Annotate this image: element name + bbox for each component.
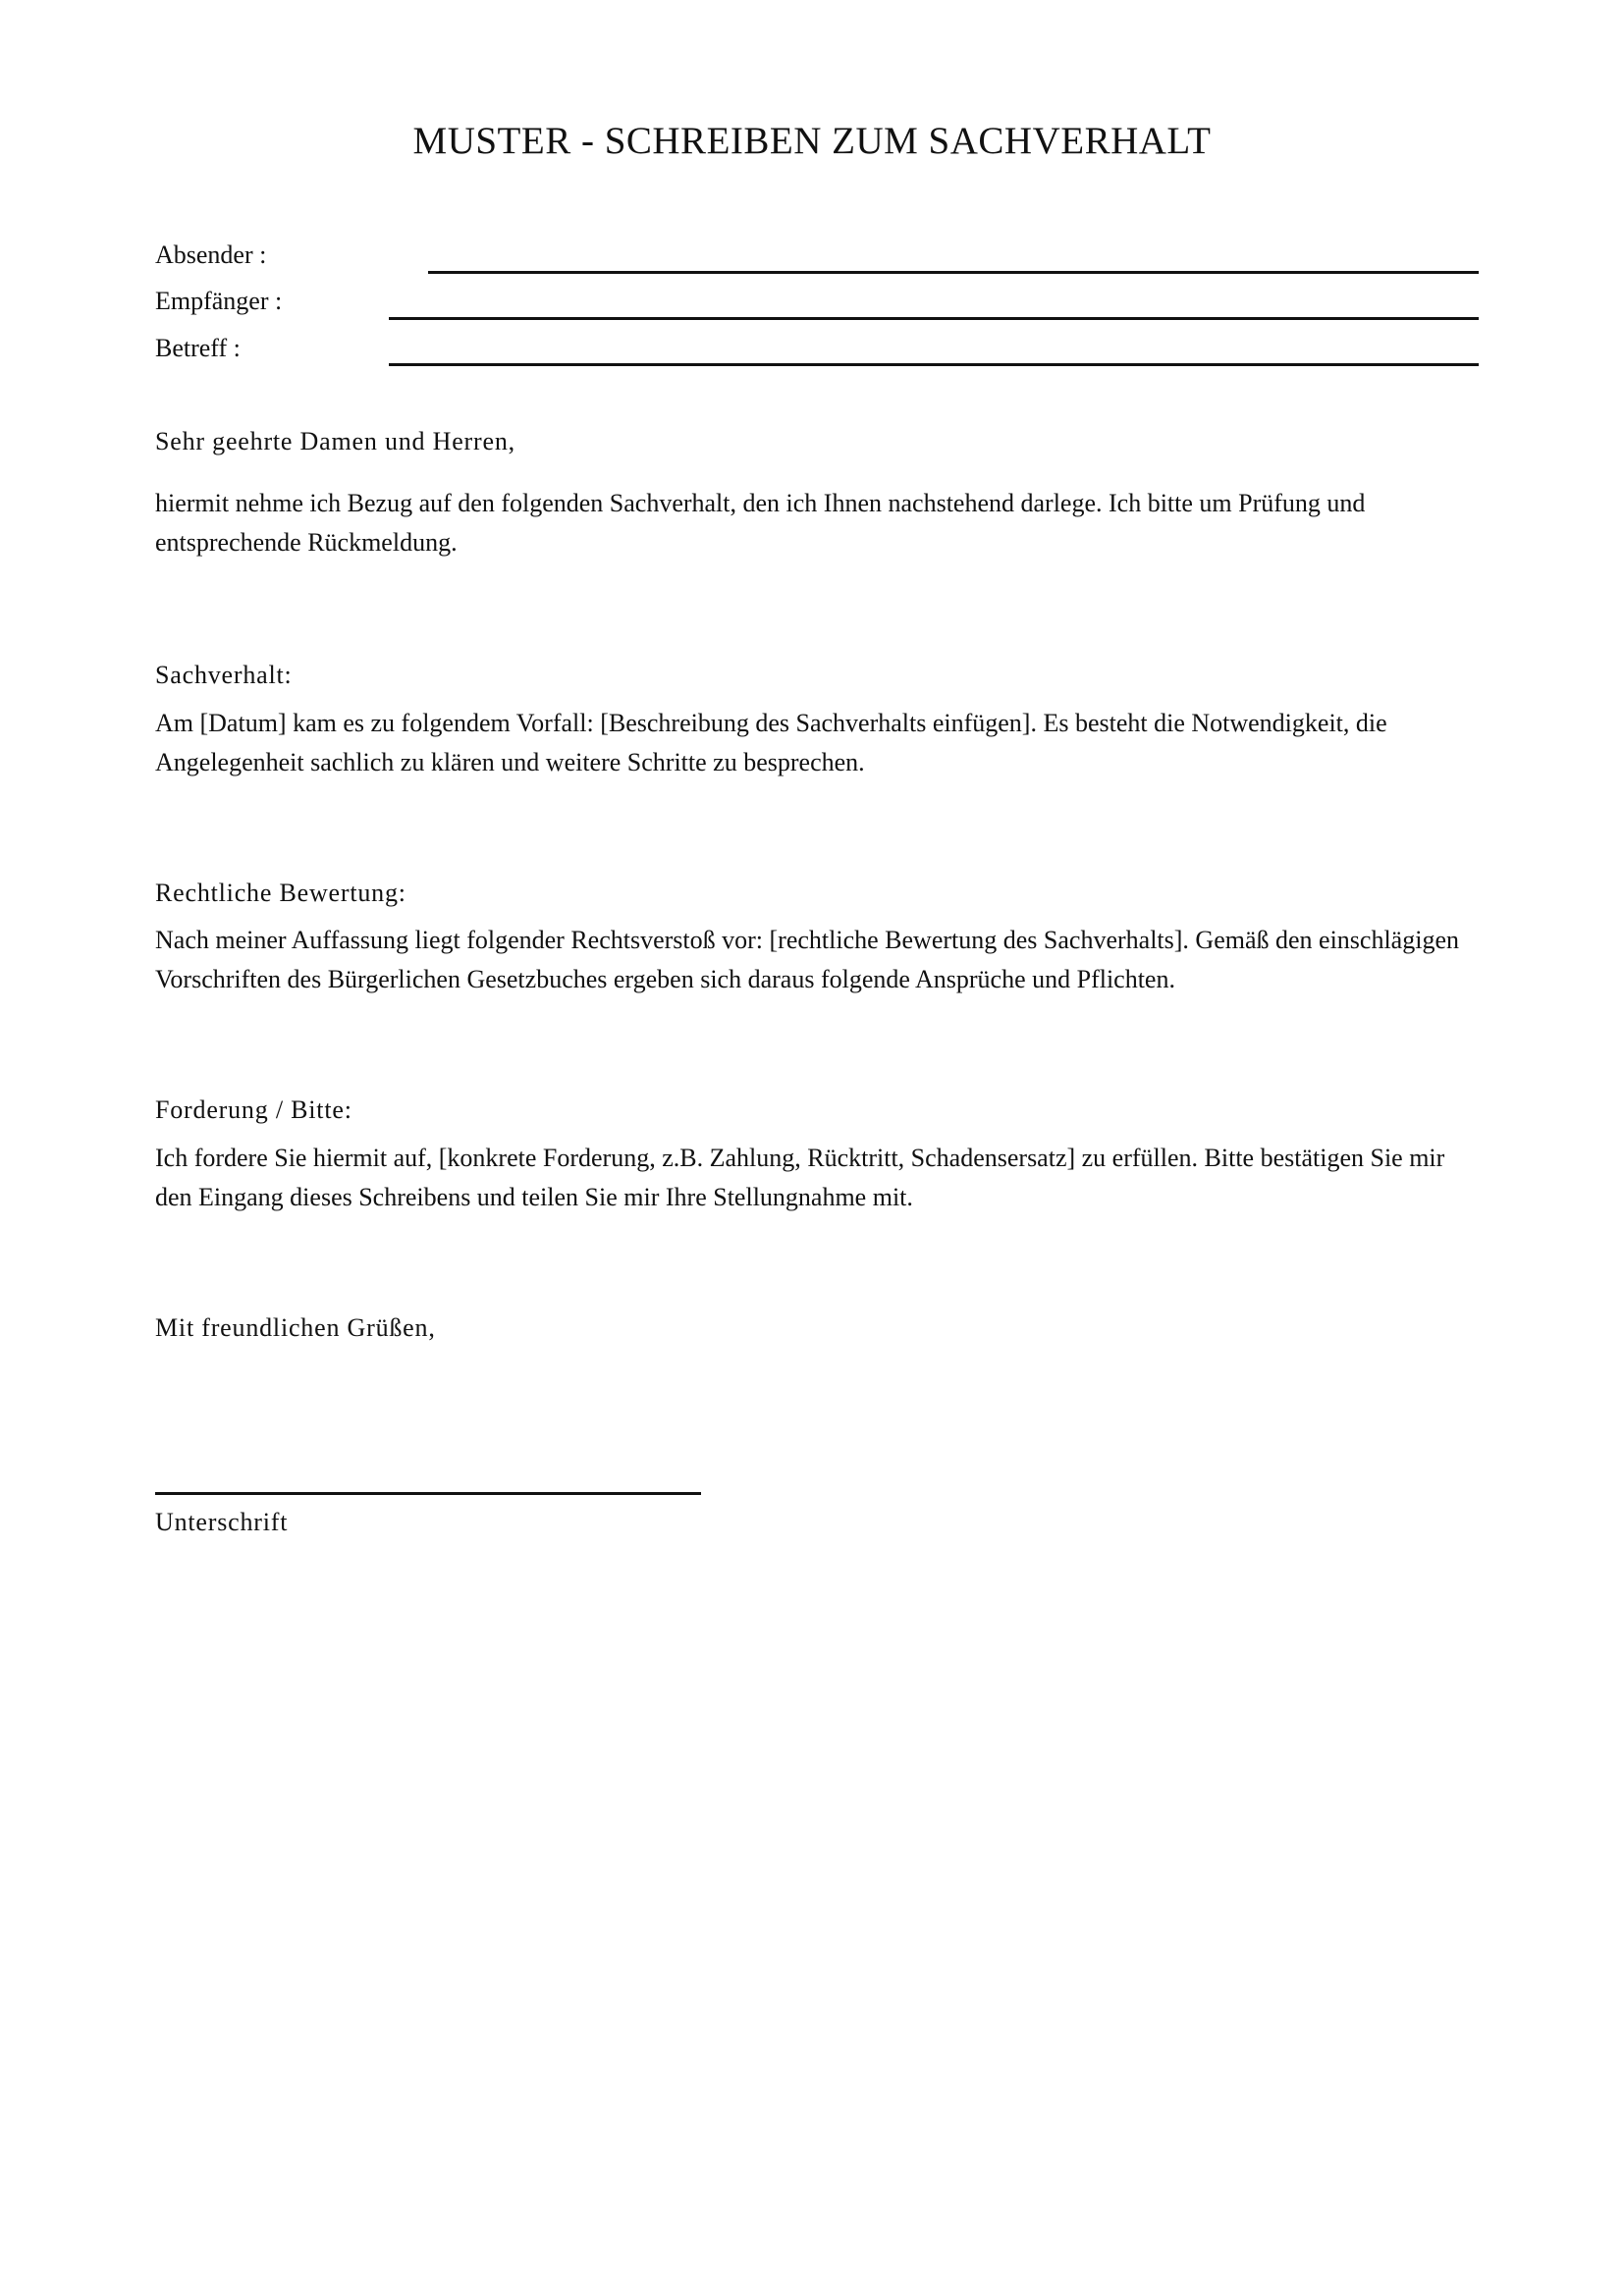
closing-greeting: Mit freundlichen Grüßen, (155, 1313, 436, 1342)
recipient-field-line (389, 317, 1479, 320)
signature-label: Unterschrift (155, 1508, 289, 1536)
subject-label: Betreff : (155, 334, 241, 362)
sender-field-line (428, 271, 1479, 274)
section-body-sachverhalt: Am [Datum] kam es zu folgendem Vorfall: [Beschreibung des Sachverhalts einfügen]. Es besteht die Notwendigkeit, die Angelegenheit sachlich zu klären und weitere Schritte zu besprechen. (155, 709, 1387, 776)
section-body-forderung: Ich fordere Sie hiermit auf, [konkrete Forderung, z.B. Zahlung, Rücktritt, Schadensersatz] zu erfüllen. Bitte bestätigen Sie mir den Eingang dieses Schreibens und teilen Sie mir Ihre Stellungnahme mit. (155, 1144, 1445, 1211)
section-heading-rechtliche-bewertung: Rechtliche Bewertung: (155, 879, 406, 907)
salutation: Sehr geehrte Damen und Herren, (155, 427, 515, 455)
intro-paragraph: hiermit nehme ich Bezug auf den folgenden Sachverhalt, den ich Ihnen nachstehend darlege. Ich bitte um Prüfung und entsprechende Rückmeldung. (155, 489, 1366, 557)
sender-label: Absender : (155, 240, 267, 269)
signature-line (155, 1492, 701, 1495)
section-heading-forderung: Forderung / Bitte: (155, 1095, 352, 1124)
subject-field-line (389, 363, 1479, 366)
document-title: MUSTER - SCHREIBEN ZUM SACHVERHALT (412, 120, 1212, 162)
section-heading-sachverhalt: Sachverhalt: (155, 661, 293, 689)
recipient-label: Empfänger : (155, 287, 283, 315)
section-body-rechtliche-bewertung: Nach meiner Auffassung liegt folgender Rechtsverstoß vor: [rechtliche Bewertung des Sachverhalts]. Gemäß den einschlägigen Vorschriften des Bürgerlichen Gesetzbuches ergeben sich daraus folgende Ansprüche und Pflichten. (155, 926, 1459, 993)
